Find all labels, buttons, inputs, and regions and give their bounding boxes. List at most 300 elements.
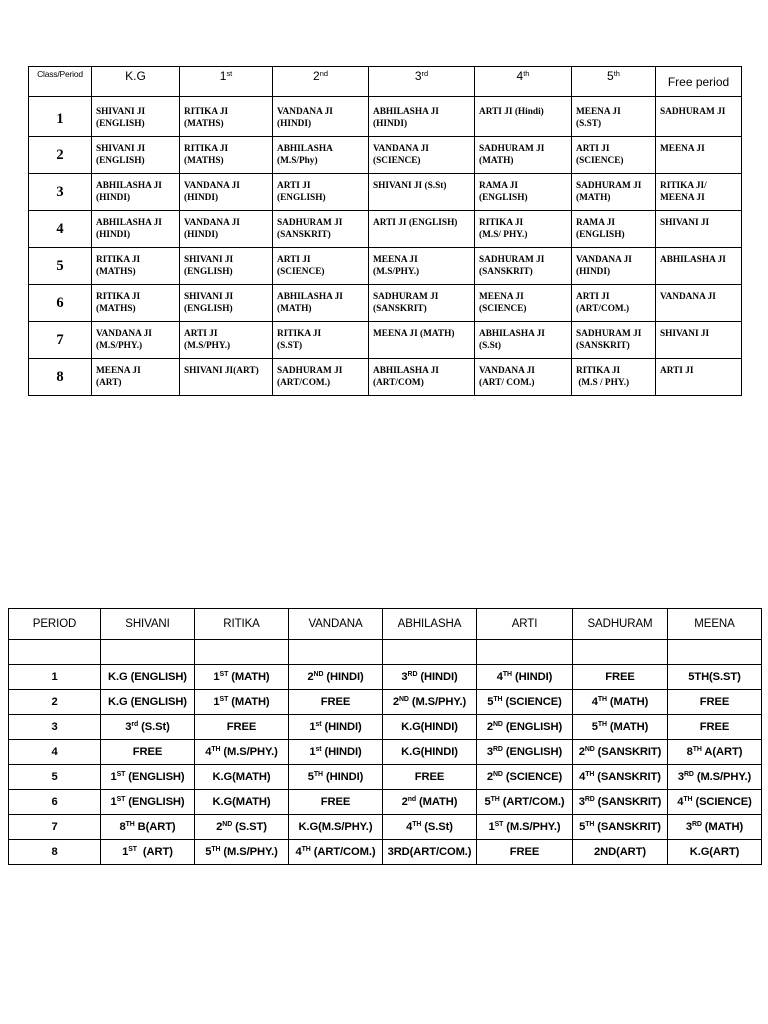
teacher-column-header: ABHILASHA [383,609,477,640]
teacher-timetable-cell [289,815,383,840]
class-timetable-cell [92,322,180,359]
teacher-timetable-cell [573,740,668,765]
subject-name: (ART/COM.) [576,304,630,314]
cell-text: 5 [205,846,212,858]
cell-text: FREE [226,721,257,733]
subject-text: (M.S/PHY.) [220,746,278,758]
class-timetable-cell [180,211,273,248]
class-timetable-cell [92,211,180,248]
cell-text: K.G(HINDI) [401,721,458,733]
teacher-timetable-cell [101,790,195,815]
ordinal-suffix: TH [412,821,422,829]
ordinal-suffix: TH [490,796,500,804]
subject-name: (SCIENCE) [576,156,624,166]
ordinal-suffix: RD [493,746,503,754]
cell-text: K.G(MATH) [212,796,271,808]
teacher-name: SADHURAM JI [277,366,343,376]
cell-text: 1 [309,746,316,758]
class-timetable-cell [369,97,475,137]
class-timetable-row [29,359,742,396]
teacher-name: RITIKA JI/ [660,181,707,191]
cell-text: K.G(HINDI) [401,746,458,758]
ordinal-suffix: TH [125,821,135,829]
class-timetable-cell [273,322,369,359]
class-timetable-cell [273,285,369,322]
class-timetable-cell [92,359,180,396]
teacher-name: ABHILASHA JI [373,107,439,117]
class-timetable-cell [92,97,180,137]
subject-text: B(ART) [134,821,176,833]
teacher-timetable-cell [573,690,668,715]
teacher-timetable-cell [668,715,762,740]
teacher-column-header: PERIOD [9,609,101,640]
subject-name: (ENGLISH) [96,156,145,166]
blank-row [9,640,762,665]
subject-text: (M.S/PHY.) [503,821,561,833]
teacher-timetable-cell [477,715,573,740]
subject-text: (SANSKRIT) [594,746,662,758]
class-timetable-cell [572,174,656,211]
subject-text: (MATH) [701,821,744,833]
teacher-name: MEENA JI (MATH) [373,329,455,339]
subject-name: (HINDI) [576,267,611,277]
teacher-name: VANDANA JI [660,292,716,302]
ordinal-suffix: TH [692,746,702,754]
teacher-timetable-cell [573,715,668,740]
teacher-name: ABHILASHA JI [373,366,439,376]
subject-text: (SANSKRIT) [594,796,662,808]
class-column-header: K.G [92,67,180,97]
teacher-name: SADHURAM JI [576,181,642,191]
teacher-name: VANDANA JI [184,218,240,228]
period-number: 5 [9,765,101,790]
subject-text: (MATH) [228,671,270,683]
subject-text: (SANSKRIT) [594,771,661,783]
subject-name: (M.S/PHY.) [96,341,143,351]
class-timetable-cell [369,322,475,359]
teacher-timetable-row [9,740,762,765]
subject-name: (S.St) [479,341,501,351]
cell-text: FREE [320,696,351,708]
teacher-timetable-cell [383,740,477,765]
period-number: 7 [9,815,101,840]
cell-text: 1 [110,771,117,783]
ordinal-suffix: TH [597,696,607,704]
teacher-column-header: RITIKA [195,609,289,640]
class-timetable-cell [656,248,742,285]
subject-name: (ENGLISH) [277,193,326,203]
class-timetable-cell [180,97,273,137]
class-timetable-cell [92,248,180,285]
teacher-name: ARTI JI [277,181,311,191]
cell-text: FREE [509,846,540,858]
cell-text: 5 [307,771,314,783]
teacher-timetable-cell [289,715,383,740]
subject-text: (ART) [136,846,173,858]
ordinal-suffix: TH [597,721,607,729]
class-timetable-cell [180,322,273,359]
teacher-timetable-row [9,815,762,840]
cell-text: 2 [392,696,399,708]
teacher-timetable-cell [668,815,762,840]
ordinal-suffix: TH [211,746,221,754]
subject-name: (HINDI) [184,230,219,240]
teacher-name: RITIKA JI [479,218,524,228]
subject-name: (ART/COM.) [277,378,331,388]
period-number: 1 [9,665,101,690]
class-timetable-row [29,97,742,137]
teacher-name: SADHURAM JI [277,218,343,228]
subject-text: (S.ST) [232,821,267,833]
subject-text: (M.S/PHY.) [220,846,278,858]
teacher-column-header: SHIVANI [101,609,195,640]
teacher-column-header: MEENA [668,609,762,640]
class-timetable-cell [475,359,572,396]
ordinal-suffix: RD [691,821,702,829]
cell-text: FREE [132,746,163,758]
teacher-timetable-cell [195,690,289,715]
cell-text: 4 [591,696,598,708]
cell-text: 5 [487,696,494,708]
subject-text: (M.S/PHY.) [693,771,752,783]
teacher-timetable-cell [477,790,573,815]
teacher-timetable-cell [195,765,289,790]
subject-text: (MATH) [416,796,458,808]
teacher-name: ARTI JI [277,255,311,265]
teacher-name: ABHILASHA JI [660,255,726,265]
class-timetable-cell [656,97,742,137]
class-timetable-row [29,211,742,248]
cell-text: 3 [401,671,408,683]
period-number: 2 [29,137,92,174]
subject-name: (SCIENCE) [277,267,325,277]
subject-name: (SCIENCE) [479,304,527,314]
teacher-timetable-cell [289,840,383,865]
cell-text: 3 [685,821,692,833]
subject-name: (S.ST) [277,341,303,351]
subject-text: A(ART) [701,746,743,758]
subject-name: (ENGLISH) [479,193,528,203]
class-timetable-cell [656,359,742,396]
teacher-name: SHIVANI JI(ART) [184,366,259,376]
cell-text: 5TH(S.ST) [688,671,741,683]
teacher-timetable-cell [573,665,668,690]
ordinal-suffix: TH [502,671,512,679]
cell-text: FREE [414,771,445,783]
class-timetable-cell [572,97,656,137]
ordinal-suffix: ST [494,821,504,829]
subject-name: (HINDI) [184,193,219,203]
subject-name: (M.S / PHY.) [576,378,630,388]
subject-text: (ENGLISH) [125,771,185,783]
teacher-name: MEENA JI [660,144,705,154]
teacher-timetable-cell [383,665,477,690]
class-column-header: 5th [572,67,656,97]
teacher-timetable-cell [383,715,477,740]
teacher-name: ABHILASHA JI [277,292,343,302]
teacher-timetable-cell [195,740,289,765]
teacher-timetable-cell [289,765,383,790]
class-timetable-row [29,248,742,285]
class-timetable-cell [369,248,475,285]
cell-text: 4 [579,771,586,783]
subject-name: (ART/ COM.) [479,378,535,388]
teacher-timetable-cell [101,815,195,840]
class-timetable-cell [475,97,572,137]
ordinal-suffix: ND [313,671,324,679]
cell-text: 3 [677,771,684,783]
ordinal-suffix: ND [398,696,409,704]
subject-text: (HINDI) [321,746,362,758]
subject-text: (HINDI) [511,671,553,683]
subject-name: (SANSKRIT) [479,267,533,277]
class-timetable-cell [273,248,369,285]
class-timetable-cell [475,285,572,322]
cell-text: 4 [295,846,302,858]
subject-name: (SANSKRIT) [373,304,427,314]
teacher-timetable-cell [101,665,195,690]
ordinal-suffix: st [315,746,322,754]
period-number: 5 [29,248,92,285]
cell-text: 2 [307,671,314,683]
teacher-name: ARTI JI (Hindi) [479,107,544,117]
subject-name: (SANSKRIT) [576,341,630,351]
ordinal-suffix: ND [493,721,503,729]
subject-name: (M.S/Phy) [277,156,318,166]
class-timetable-cell [180,285,273,322]
teacher-timetable-cell [573,790,668,815]
ordinal-suffix: TH [211,846,221,854]
teacher-timetable-cell [573,815,668,840]
ordinal-suffix: ND [222,821,233,829]
class-column-header: 2nd [273,67,369,97]
teacher-timetable-cell [668,840,762,865]
cell-text: K.G (ENGLISH) [108,696,187,708]
class-timetable-cell [92,285,180,322]
subject-text: (MATH) [606,696,649,708]
cell-text: 1 [122,846,129,858]
teacher-name: SHIVANI JI [660,218,710,228]
teacher-timetable-cell [195,790,289,815]
teacher-timetable-cell [195,715,289,740]
class-timetable-cell [273,359,369,396]
cell-text: 1 [110,796,117,808]
cell-text: 4 [677,796,684,808]
subject-text: (MATH) [228,696,270,708]
teacher-timetable-row [9,690,762,715]
teacher-timetable-header-row [9,609,762,640]
class-timetable-cell [656,211,742,248]
teacher-name: VANDANA JI [576,255,632,265]
teacher-timetable-cell [195,665,289,690]
cell-text: 1 [488,821,495,833]
subject-text: (ENGLISH) [502,746,563,758]
class-timetable-cell [273,174,369,211]
period-number: 3 [9,715,101,740]
subject-name: (HINDI) [373,119,408,129]
cell-text: 3 [486,746,493,758]
subject-name: (HINDI) [96,230,131,240]
subject-text: (HINDI) [321,721,362,733]
teacher-timetable-cell [477,840,573,865]
subject-text: (HINDI) [322,771,364,783]
class-timetable-row [29,137,742,174]
subject-text: (ENGLISH) [502,721,563,733]
subject-text: (HINDI) [323,671,364,683]
teacher-name: MEENA JI [96,366,141,376]
cell-text: 1 [213,696,220,708]
cell-text: 8 [119,821,126,833]
teacher-name: ABHILASHA JI [96,218,162,228]
subject-name: (ENGLISH) [96,119,145,129]
teacher-timetable-cell [289,690,383,715]
class-timetable-cell [656,322,742,359]
class-timetable-header-row [29,67,742,97]
teacher-timetable-cell [573,840,668,865]
class-timetable-cell [572,322,656,359]
teacher-column-header: ARTI [477,609,573,640]
teacher-timetable-cell [289,665,383,690]
period-number: 3 [29,174,92,211]
teacher-name: RITIKA JI [184,107,229,117]
ordinal-suffix: TH [585,771,595,779]
cell-text: 4 [205,746,212,758]
teacher-timetable-row [9,790,762,815]
subject-name: (SCIENCE) [373,156,421,166]
period-number: 7 [29,322,92,359]
subject-text: (SANSKRIT) [594,821,661,833]
ordinal-suffix: rd [131,721,139,729]
cell-text: 4 [496,671,503,683]
teacher-timetable-cell [195,815,289,840]
class-timetable-cell [273,97,369,137]
class-timetable-cell [475,137,572,174]
teacher-timetable-cell [477,665,573,690]
cell-text: 8 [686,746,693,758]
class-timetable-cell [369,285,475,322]
period-number: 1 [29,97,92,137]
cell-text: K.G(M.S/PHY.) [298,821,373,833]
class-timetable-cell [572,285,656,322]
teacher-timetable-cell [477,815,573,840]
class-timetable-cell [475,322,572,359]
teacher-name: ARTI JI [184,329,218,339]
teacher-timetable-cell [668,690,762,715]
teacher-timetable-cell [383,790,477,815]
class-column-header: 1st [180,67,273,97]
cell-text: 5 [591,721,598,733]
class-period-header: Class/Period [29,67,92,97]
teacher-timetable-cell [101,840,195,865]
class-timetable-cell [273,137,369,174]
teacher-name: RAMA JI [576,218,615,228]
teacher-name: ARTI JI [576,292,610,302]
teacher-timetable-cell [101,690,195,715]
teacher-name: VANDANA JI [277,107,333,117]
class-timetable-cell [475,248,572,285]
subject-name: (ART) [96,378,122,388]
ordinal-suffix: ST [128,846,137,854]
cell-text: 5 [579,821,586,833]
teacher-timetable-cell [477,690,573,715]
teacher-name: ABHILASHA JI [479,329,545,339]
subject-name: (MATHS) [184,119,224,129]
teacher-name: SADHURAM JI [373,292,439,302]
subject-text: (M.S/PHY.) [408,696,467,708]
teacher-column-header: VANDANA [289,609,383,640]
cell-text: 3 [125,721,132,733]
subject-name: (HINDI) [96,193,131,203]
class-timetable-cell [92,174,180,211]
class-timetable-row [29,322,742,359]
teacher-timetable-cell [289,790,383,815]
teacher-timetable [8,608,762,865]
subject-name: (MATHS) [96,267,136,277]
ordinal-suffix: ND [493,771,503,779]
subject-name: (M.S/PHY.) [373,267,420,277]
subject-text: (ART/COM.) [310,846,376,858]
subject-name: (ENGLISH) [576,230,625,240]
subject-text: (ENGLISH) [125,796,185,808]
cell-text: 2 [216,821,223,833]
subject-text: (S.St) [421,821,453,833]
class-timetable-cell [92,137,180,174]
cell-text: FREE [699,696,730,708]
teacher-name: SADHURAM JI [479,255,545,265]
ordinal-suffix: ST [219,671,229,679]
ordinal-suffix: ST [219,696,229,704]
teacher-name: MEENA JI [576,107,621,117]
class-timetable-cell [656,174,742,211]
teacher-timetable-cell [383,815,477,840]
teacher-column-header: SADHURAM [573,609,668,640]
class-timetable-cell [369,359,475,396]
teacher-name: SADHURAM JI [479,144,545,154]
teacher-timetable-cell [573,765,668,790]
cell-text: FREE [605,671,635,683]
period-number: 8 [29,359,92,396]
ordinal-suffix: TH [301,846,311,854]
teacher-name: RITIKA JI [277,329,322,339]
teacher-name: RAMA JI [479,181,518,191]
subject-name: (MATH) [576,193,611,203]
class-timetable-cell [369,174,475,211]
subject-name: (ART/COM) [373,378,424,388]
teacher-name: MEENA JI [373,255,418,265]
subject-name: (ENGLISH) [184,304,233,314]
class-timetable-cell [180,174,273,211]
teacher-timetable-row [9,765,762,790]
teacher-name: ARTI JI [660,366,694,376]
teacher-name: SADHURAM JI [660,107,726,117]
teacher-name: MEENA JI [479,292,524,302]
subject-name: (S.ST) [576,119,602,129]
teacher-timetable-row [9,665,762,690]
cell-text: 2 [401,796,408,808]
class-timetable-cell [369,137,475,174]
subject-text: (SCIENCE) [502,771,563,783]
subject-name: (MATH) [479,156,514,166]
subject-text: (SCIENCE) [692,796,752,808]
class-timetable-row [29,174,742,211]
period-number: 4 [29,211,92,248]
teacher-timetable-row [9,840,762,865]
teacher-name: SHIVANI JI [184,292,234,302]
class-timetable-cell [572,248,656,285]
cell-text: 4 [406,821,413,833]
class-timetable-cell [656,285,742,322]
class-timetable-cell [572,211,656,248]
